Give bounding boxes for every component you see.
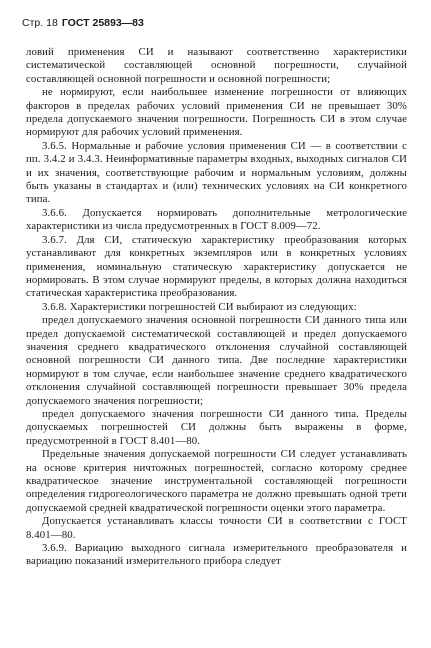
- page-label: Стр.: [22, 17, 44, 29]
- paragraph-3-6-9: 3.6.9. Вариацию выходного сигнала измерительного преобразователя и вариацию показаний измерительного прибора следует: [26, 542, 407, 568]
- standard-designation: ГОСТ 25893—83: [61, 17, 144, 29]
- paragraph: Предельные значения допускаемой погрешности СИ следует устанавливать на основе критерия ничтожных погрешностей, согласно которому среднее квадратическое значение инструментальной составляющей погрешности определения гидрогеологического параметра не должно превышать одной трети допускаемой средней квадратической погрешности оценки этого параметра.: [26, 448, 407, 514]
- paragraph: Допускается устанавливать классы точности СИ в соответствии с ГОСТ 8.401—80.: [26, 515, 407, 541]
- list-item: предел допускаемого значения основной погрешности СИ данного типа или предел допускаемой систематической составляющей и предел допускаемого значения среднего квадратического отклонения случайной составляющей основной погрешности СИ данного типа. Две последние характеристики нормируют в том случае, если наибольшее значение среднего квадратического отклонения случайной составляющей погрешности превышает 30% предела допускаемого значения погрешности;: [26, 314, 407, 407]
- page-header: [22, 17, 144, 29]
- paragraph-3-6-7: 3.6.7. Для СИ, статическую характеристику преобразования которых устанавливают для конкретных экземпляров или в конкретных условиях применения, номинальную статическую характеристику допускается не нормировать. В этом случае нормируют пределы, в которых должна находиться статическая характеристика преобразования.: [26, 233, 407, 300]
- list-item: предел допускаемого значения погрешности СИ данного типа. Пределы допускаемых погрешностей СИ должны быть выражены в форме, предусмотренной в ГОСТ 8.401—80.: [26, 407, 407, 447]
- document-body: [26, 46, 407, 569]
- paragraph-3-6-5: 3.6.5. Нормальные и рабочие условия применения СИ — в соответствии с пп. 3.4.2 и 3.4.3. Неинформативные параметры входных, выходных сигналов СИ и их значения, соответствующие рабочим и нормальным условиям, должны быть указаны в стандартах и (или) технических условиях на СИ конкретного типа.: [26, 139, 407, 206]
- paragraph-3-6-6: 3.6.6. Допускается нормировать дополнительные метрологические характеристики из числа предусмотренных в ГОСТ 8.009—72.: [26, 206, 407, 233]
- paragraph-3-6-8: 3.6.8. Характеристики погрешностей СИ выбирают из следующих:: [42, 300, 357, 313]
- paragraph: не нормируют, если наибольшее изменение погрешности от влияющих факторов в пределах рабочих условий применения СИ не превышает 30% предела допускаемого значения погрешности. Погрешность СИ в этом случае нормируют для рабочих условий применения.: [26, 86, 407, 139]
- paragraph-continuation: ловий применения СИ и называют соответственно характеристики систематической составляющей основной погрешности, случайной составляющей основной погрешности и основной погрешности;: [26, 46, 407, 85]
- page-number: 18: [46, 17, 58, 29]
